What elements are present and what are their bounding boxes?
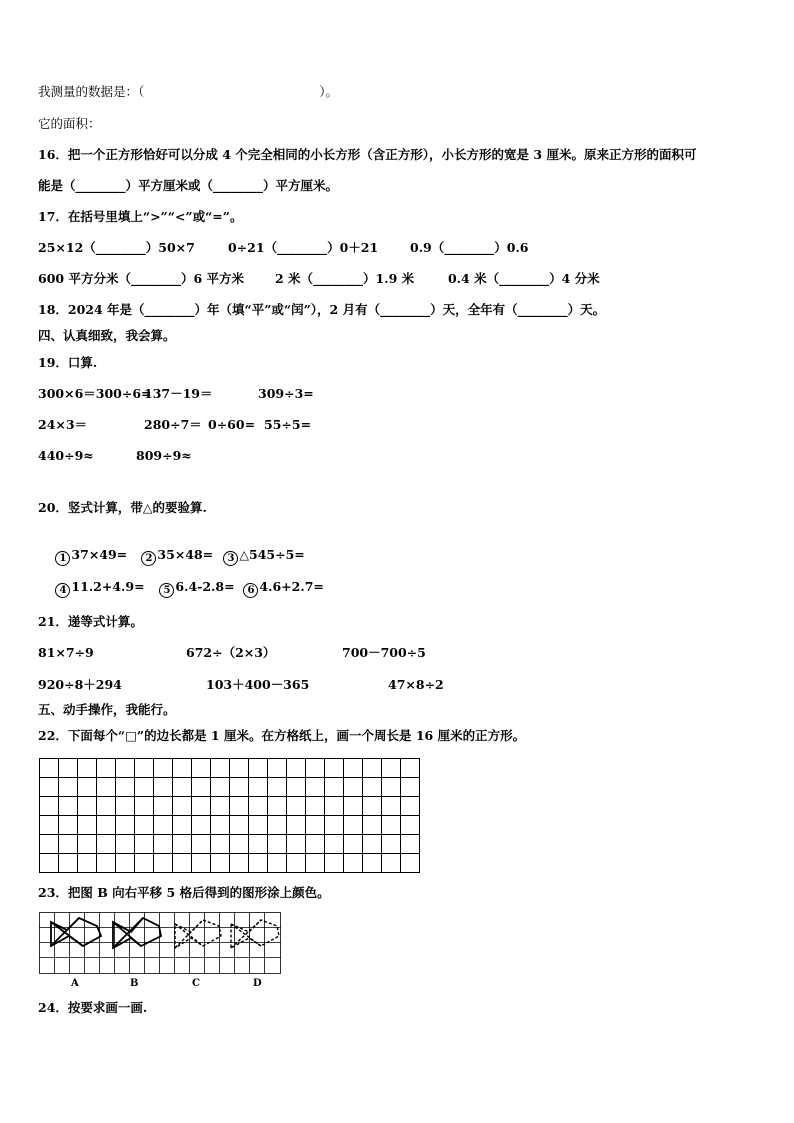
q19-title: 19．口算. (38, 355, 98, 370)
q19-r1-a: 300×6＝300÷6= (38, 386, 152, 401)
q17-r2-a: 600 平方分米（________）6 平方米 (38, 271, 244, 286)
label-b: B (130, 978, 139, 989)
q19-r3-a: 440÷9≈ (38, 448, 94, 463)
shape-d (231, 920, 279, 948)
q17-r2-c: 0.4 米（________）4 分米 (448, 271, 600, 286)
q19-r2-a: 24×3＝ (38, 417, 88, 432)
q20-item-2: 2 35×48= (124, 531, 213, 582)
q17-r1-b: 0÷21（________）0＋21 (228, 240, 379, 255)
q20-item-4: 4 11.2+4.9= (38, 563, 145, 614)
circled-number: 5 (159, 583, 174, 598)
q23-shape-grid[interactable] (39, 912, 283, 975)
q19-r2-b: 280÷7＝ (144, 417, 202, 432)
q17-r1-c: 0.9（________）0.6 (410, 240, 529, 255)
q19-r2-d: 55÷5= (264, 417, 312, 432)
q20-item-5: 5 6.4-2.8= (142, 563, 235, 614)
label-d: D (253, 978, 262, 989)
q21-r2-a: 920÷8＋294 (38, 677, 122, 692)
q22-square-grid[interactable] (39, 758, 421, 874)
q20-item-3: 3 △545÷5= (206, 531, 305, 582)
q24-text: 24．按要求画一画. (38, 1000, 148, 1015)
section-4-heading: 四、认真细致，我会算。 (38, 328, 176, 343)
q18-line: 18．2024 年是（________）年（填“平”或“闰”），2 月有（________）天，全年有（________）天。 (38, 302, 606, 317)
shape-c (175, 920, 221, 948)
q19-r1-c: 309÷3= (258, 386, 314, 401)
circled-number: 6 (243, 583, 258, 598)
section-5-heading: 五、动手操作，我能行。 (38, 702, 176, 717)
q16-line2: 能是（________）平方厘米或（________）平方厘米。 (38, 178, 339, 193)
q19-r2-c: 0÷60= (208, 417, 256, 432)
q17-title: 17．在括号里填上“>”“<”或“=”。 (38, 209, 243, 224)
area-label: 它的面积： (38, 116, 101, 131)
q16-line1: 16．把一个正方形恰好可以分成 4 个完全相同的小长方形（含正方形），小长方形的宽是 3 厘米。原来正方形的面积可 (38, 147, 697, 162)
shape-b (113, 918, 161, 948)
circled-number: 3 (223, 551, 238, 566)
q21-r1-c: 700－700÷5 (342, 645, 426, 660)
q17-r2-b: 2 米（________）1.9 米 (275, 271, 415, 286)
circled-number: 2 (141, 551, 156, 566)
circled-number: 4 (55, 583, 70, 598)
q22-text: 22．下面每个“□”的边长都是 1 厘米。在方格纸上，画一个周长是 16 厘米的正方形。 (38, 728, 526, 743)
label-c: C (192, 978, 200, 989)
circled-number: 1 (55, 551, 70, 566)
shape-a (51, 918, 101, 946)
q21-r2-b: 103＋400－365 (206, 677, 310, 692)
q20-title: 20．竖式计算，带△的要验算. (38, 500, 207, 515)
q21-r1-a: 81×7÷9 (38, 645, 94, 660)
q21-r2-c: 47×8÷2 (388, 677, 444, 692)
q21-r1-b: 672÷（2×3） (186, 645, 276, 660)
q17-r1-a: 25×12（________）50×7 (38, 240, 195, 255)
q21-title: 21．递等式计算。 (38, 614, 143, 629)
measure-data-line: 我测量的数据是：（ ）。 (38, 84, 339, 99)
q20-item-1: 1 37×49= (38, 531, 127, 582)
q19-r3-b: 809÷9≈ (136, 448, 192, 463)
label-a: A (71, 978, 79, 989)
q20-item-6: 6 4.6+2.7= (226, 563, 324, 614)
q19-r1-b: 137－19＝ (144, 386, 213, 401)
q23-text: 23．把图 B 向右平移 5 格后得到的图形涂上颜色。 (38, 885, 330, 900)
